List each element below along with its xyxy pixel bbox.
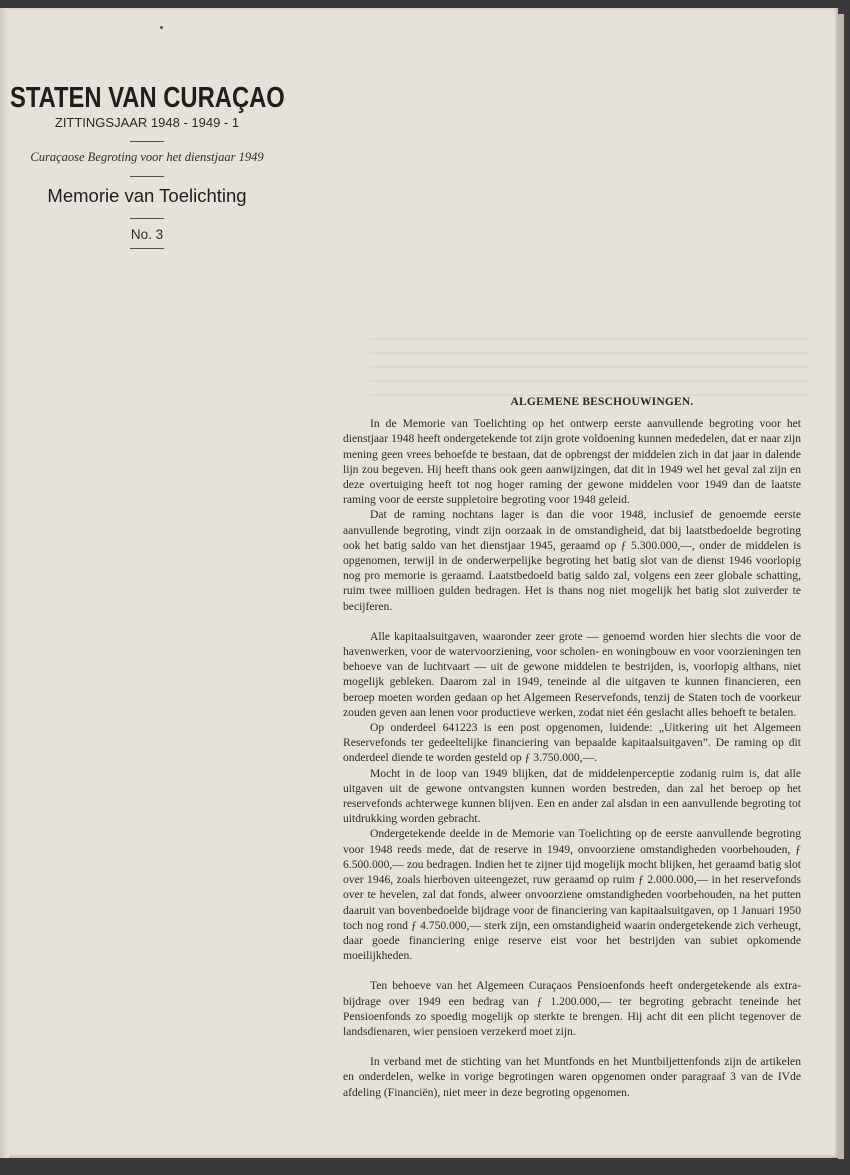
paragraph: Ondergetekende deelde in de Memorie van Toelichting op de eerste aanvullende begroting voor 1948 reeds mede, dat de reserve in 1949, onvoorziene omstandigheden voorbehouden, ƒ 6.500.000,— zou bedragen. Indien het te zijner tijd mogelijk mocht blijken, het geraamd batig slot over 1946, zoals hierboven uiteengezet, ruw geraamd op ruim ƒ 2.000.000,— in het reservefonds over te hevelen, zal dat fonds, alweer onvoorziene omstandigheden voorbehouden, na het putten daaruit van bovenbedoelde bijdrage voor de financiering van kapitaalsuitgaven, op 1 Januari 1950 toch nog rond ƒ 4.750.000,— sterk zijn, een omstandigheid waarin ondergetekende zich verheugt, daar goede financiering enige reserve eist voor het bestrijden van subiet opkomende moeilijkheden. — [343, 827, 801, 963]
paragraph: Ten behoeve van het Algemeen Curaçaos Pensioenfonds heeft ondergetekende als extra-bijdrage over 1949 een bedrag van ƒ 1.200.000,— ter begroting gebracht teneinde het Pensioenfonds zo spoedig mogelijk op sterkte te brengen. Hij acht dit een plicht tegenover de landsdienaren, wier pensioen verzekerd moet zijn. — [343, 979, 801, 1038]
bleed-through-text — [370, 338, 810, 398]
budget-subtitle: Curaçaose Begroting voor het dienstjaar 1949 — [30, 150, 264, 164]
divider-rule — [130, 248, 164, 249]
divider-rule — [130, 218, 164, 219]
binding-edge — [0, 8, 9, 1158]
masthead — [10, 78, 285, 257]
divider-rule — [130, 141, 164, 142]
speck-mark — [160, 26, 163, 29]
divider-rule — [130, 176, 164, 177]
paragraph: Op onderdeel 641223 is een post opgenomen, luidende: „Uitkering uit het Algemeen Reservefonds ter gedeeltelijke financiering van bepaalde kapitaalsuitgaven”. De raming op dit onderdeel diende te worden gesteld op ƒ 3.750.000,—. — [343, 721, 801, 765]
paragraph: Mocht in de loop van 1949 blijken, dat de middelenperceptie zodanig ruim is, dat alle uitgaven uit de gewone ontvangsten kunnen worden bestreden, dan zal het beroep op het reservefonds achterwege kunnen blijven. Een en ander zal alsdan in een aanvullende begroting tot uitdrukking worden gebracht. — [343, 766, 801, 826]
paragraph: In verband met de stichting van het Muntfonds en het Muntbiljettenfonds zijn de artikelen en onderdelen, welke in vorige begrotingen waren opgenomen onder paragraaf 3 van de IVde afdeling (Financiën), niet meer in deze begroting opgenomen. — [343, 1055, 801, 1099]
paragraph: Alle kapitaalsuitgaven, waaronder zeer grote — genoemd worden hier slechts die voor de havenwerken, voor de watervoorziening, voor scholen- en woningbouw en voor voorzieningen ten behoeve van de luchtvaart — uit de gewone middelen te bestrijden, is, voorlopig althans, niet mogelijk gebleken. Daarom zal in 1949, teneinde al die uitgaven te kunnen financieren, een beroep moeten worden gedaan op het Algemeen Reservefonds, tenzij de Staten toch de voorkeur zouden geven aan lenen voor productieve werken, zodat niet één geslacht alles behoeft te betalen. — [343, 629, 801, 719]
document-number: No. 3 — [130, 227, 164, 242]
paragraph: Dat de raming nochtans lager is dan die voor 1948, inclusief de genoemde eerste aanvullende begroting, vindt zijn oorzaak in de omstandigheid, dat bij laatstbedoelde begroting ook het batig saldo van het dienstjaar 1945, geraamd op ƒ 5.300.000,—, onder de middelen is opgenomen, terwijl in de onderwerpelijke begroting het batig slot van de dienst 1946 voorlopig nog pro memorie is geraamd. Laatstbedoeld batig saldo zal, volgens een zeer globale schatting, ruim twee millioen gulden bedragen. Het is thans nog niet mogelijk het batig slot zuiverder te becijferen. — [343, 508, 801, 613]
article-heading: ALGEMENE BESCHOUWINGEN. — [510, 396, 694, 408]
page-edge-shadow — [838, 14, 844, 1159]
masthead-title: STATEN VAN CURAÇAO — [10, 82, 285, 114]
paragraph: In de Memorie van Toelichting op het ontwerp eerste aanvullende begroting voor het dienstjaar 1948 heeft ondergetekende tot zijn grote voldoening kunnen mededelen, dat er naar zijn mening geen vrees behoefde te bestaan, dat de opbrengst der middelen zich in dat jaar in dalende lijn zou begeven. Hij heeft thans ook geen aanwijzingen, dat dit in 1949 wel het geval zal zijn en deze overtuiging heeft tot nog hoger raming der gewone middelen voor 1949 dan de laatste raming voor de eerste suppletoire begroting voor 1948 geleid. — [343, 417, 801, 507]
session-year: ZITTINGSJAAR 1948 - 1949 - 1 — [54, 115, 240, 130]
document-heading: Memorie van Toelichting — [47, 185, 247, 206]
document-page — [0, 8, 838, 1158]
article-body — [343, 395, 801, 1100]
